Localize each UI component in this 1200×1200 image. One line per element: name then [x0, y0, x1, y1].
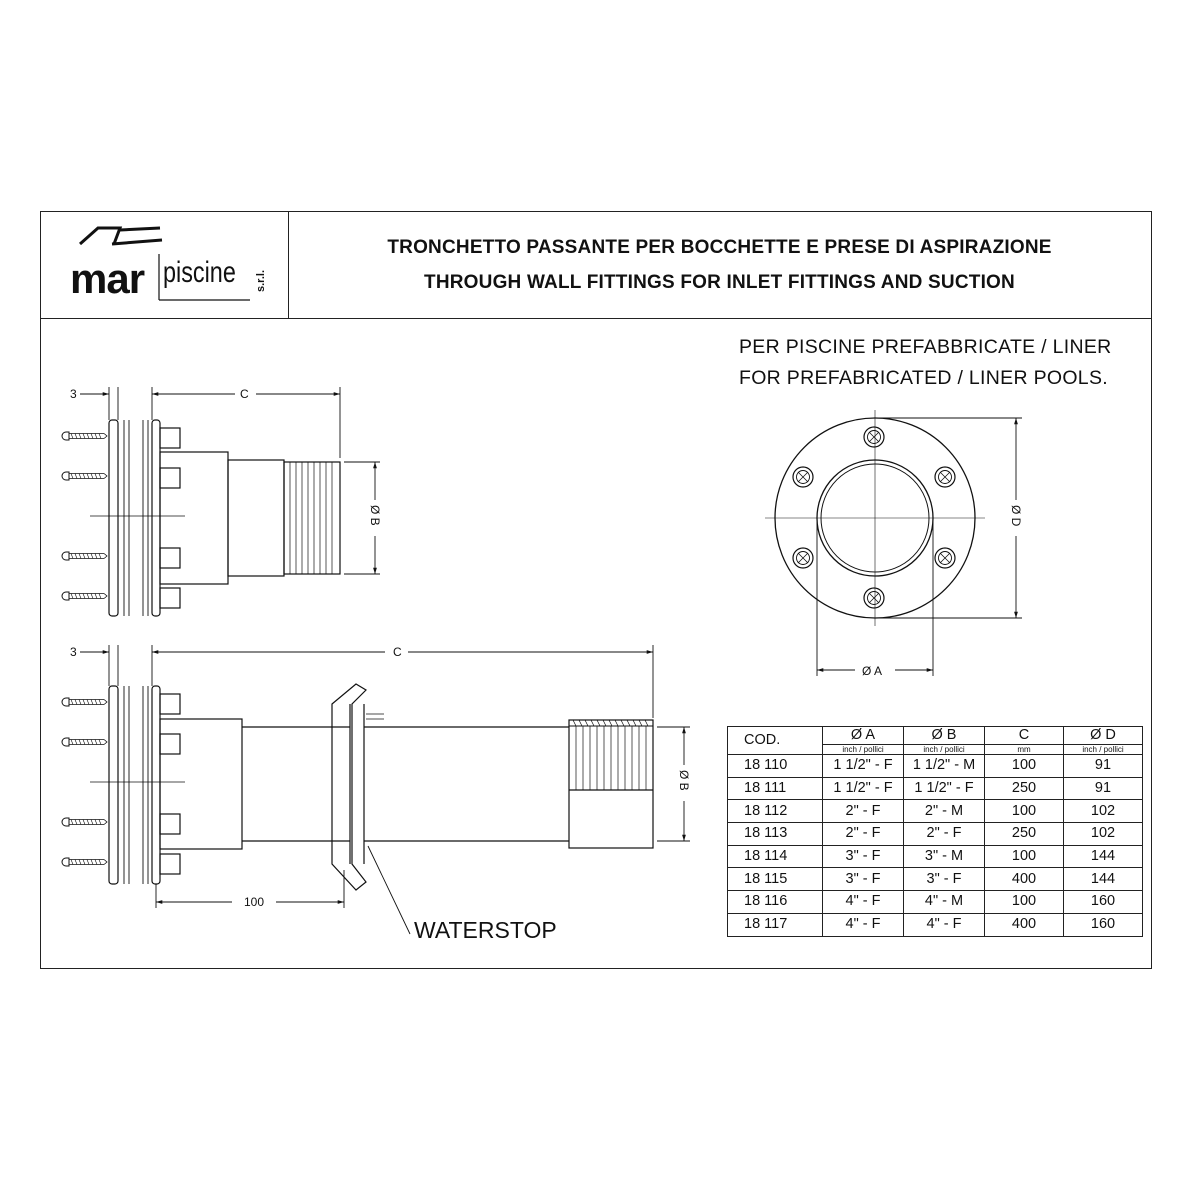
table-cell: 18 112 [728, 800, 823, 823]
table-cell: 18 117 [728, 913, 823, 936]
table-cell: 1 1/2" - F [823, 755, 904, 778]
dim-b-top: Ø B [368, 505, 382, 526]
table-cell: 100 [985, 755, 1064, 778]
dim-3-bottom: 3 [70, 645, 77, 659]
table-cell: 1 1/2" - M [904, 755, 985, 778]
logo-cell [41, 212, 289, 318]
dim-a: Ø A [862, 664, 883, 678]
spec-table [727, 726, 1143, 937]
table-cell: 2" - F [904, 823, 985, 846]
table-cell: 1 1/2" - F [904, 777, 985, 800]
table-cell: 100 [985, 845, 1064, 868]
table-cell: 91 [1064, 755, 1143, 778]
table-row [728, 777, 1143, 800]
table-row [728, 845, 1143, 868]
table-cell: 144 [1064, 845, 1143, 868]
table-row [728, 800, 1143, 823]
unit-a: inch / pollici [823, 745, 904, 755]
table-row [728, 823, 1143, 846]
table-cell: 4" - F [823, 913, 904, 936]
logo-srl: s.r.l. [255, 269, 267, 292]
table-cell: 250 [985, 823, 1064, 846]
unit-c: mm [985, 745, 1064, 755]
table-cell: 1 1/2" - F [823, 777, 904, 800]
table-cell: 160 [1064, 891, 1143, 914]
logo-piscine: piscine [163, 256, 236, 289]
subtitle-italian: PER PISCINE PREFABBRICATE / LINER [739, 336, 1112, 358]
table-row [728, 868, 1143, 891]
dim-c-bottom: C [393, 645, 402, 659]
table-cell: 250 [985, 777, 1064, 800]
header-separator [41, 318, 1151, 319]
header-c: C [985, 727, 1064, 745]
table-cell: 100 [985, 800, 1064, 823]
table-cell: 160 [1064, 913, 1143, 936]
logo-mar: mar [70, 255, 145, 302]
table-cell: 18 111 [728, 777, 823, 800]
table-cell: 3" - F [823, 868, 904, 891]
table-cell: 2" - F [823, 823, 904, 846]
header-b: Ø B [904, 727, 985, 745]
title-italian: TRONCHETTO PASSANTE PER BOCCHETTE E PRESE DI ASPIRAZIONE [387, 237, 1052, 258]
table-cell: 18 114 [728, 845, 823, 868]
table-cell: 18 116 [728, 891, 823, 914]
header-d: Ø D [1064, 727, 1143, 745]
dim-100: 100 [244, 895, 265, 909]
table-row [728, 755, 1143, 778]
table-cell: 144 [1064, 868, 1143, 891]
table-cell: 91 [1064, 777, 1143, 800]
table-row [728, 913, 1143, 936]
table-cell: 4" - F [823, 891, 904, 914]
table-cell: 100 [985, 891, 1064, 914]
waterstop-label: WATERSTOP [414, 917, 557, 943]
table-cell: 102 [1064, 800, 1143, 823]
table-cell: 2" - M [904, 800, 985, 823]
dim-3-top: 3 [70, 387, 77, 401]
spec-table-body [728, 755, 1143, 937]
subtitle-english: FOR PREFABRICATED / LINER POOLS. [739, 367, 1108, 389]
unit-d: inch / pollici [1064, 745, 1143, 755]
table-cell: 4" - M [904, 891, 985, 914]
table-cell: 400 [985, 868, 1064, 891]
table-cell: 102 [1064, 823, 1143, 846]
header-a: Ø A [823, 727, 904, 745]
table-cell: 4" - F [904, 913, 985, 936]
table-cell: 2" - F [823, 800, 904, 823]
table-cell: 3" - M [904, 845, 985, 868]
table-cell: 18 110 [728, 755, 823, 778]
table-row [728, 891, 1143, 914]
title-english: THROUGH WALL FITTINGS FOR INLET FITTINGS AND SUCTION [424, 272, 1015, 293]
table-cell: 3" - F [904, 868, 985, 891]
header-cod: COD. [728, 727, 823, 755]
dim-b-bottom: Ø B [677, 770, 691, 791]
table-cell: 400 [985, 913, 1064, 936]
table-cell: 3" - F [823, 845, 904, 868]
unit-b: inch / pollici [904, 745, 985, 755]
table-cell: 18 115 [728, 868, 823, 891]
table-cell: 18 113 [728, 823, 823, 846]
dim-c-top: C [240, 387, 249, 401]
dim-d: Ø D [1009, 505, 1023, 527]
